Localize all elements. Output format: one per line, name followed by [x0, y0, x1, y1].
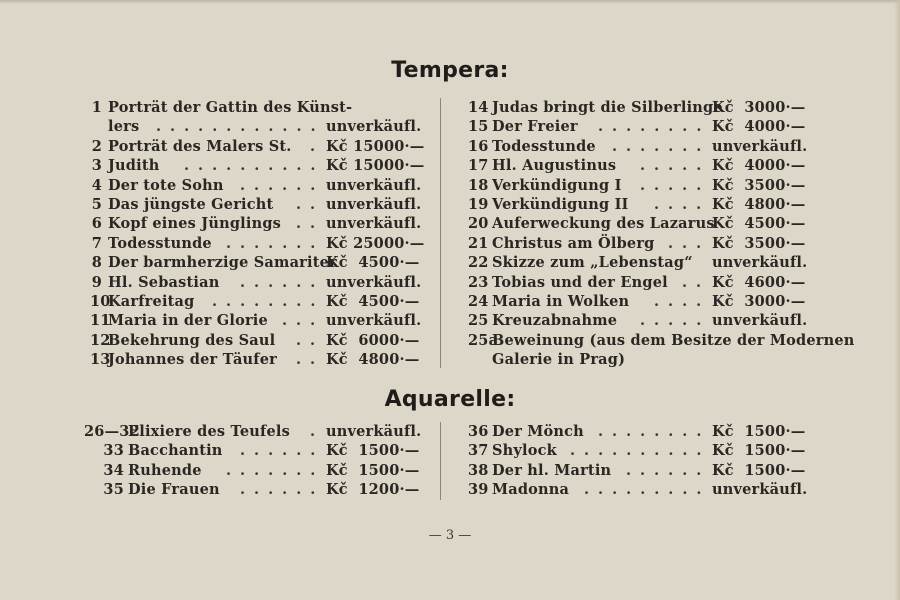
entry-price: Kč 4600·— — [712, 273, 806, 291]
entry-number: 34 — [103, 461, 124, 479]
dot-leaders: .. — [296, 351, 325, 369]
entry-price: Kč 1500·— — [326, 461, 420, 479]
entry-number: 10 — [90, 292, 111, 310]
entry-number: 39 — [468, 481, 489, 499]
entry-price: unverkäufl. — [712, 481, 808, 499]
catalog-entry — [468, 254, 808, 273]
entry-title: Christus am Ölberg — [492, 234, 655, 252]
entry-title: Verkündigung II — [492, 195, 629, 213]
entry-title: Todesstunde — [492, 137, 596, 155]
catalog-entry — [468, 118, 808, 137]
entry-price: Kč 3500·— — [712, 234, 806, 252]
dot-leaders: ..... — [640, 176, 711, 194]
entry-price: Kč 1500·— — [712, 442, 806, 460]
dot-leaders: ...... — [626, 461, 711, 479]
catalog-entry — [90, 235, 430, 254]
catalog-entry — [468, 138, 808, 157]
entry-price: Kč 4500·— — [326, 254, 420, 272]
entry-title: Karfreitag — [108, 292, 195, 310]
entry-title: Der Mönch — [492, 423, 584, 440]
column-divider — [440, 98, 441, 368]
dot-leaders: ............ — [156, 118, 325, 136]
dot-leaders: ... — [668, 234, 711, 252]
entry-number: 5 — [91, 195, 102, 213]
entry-price: Kč 4500·— — [712, 215, 806, 233]
entry-number: 9 — [91, 273, 102, 291]
entry-title: Elixiere des Teufels — [128, 423, 290, 440]
entry-price: Kč 1500·— — [712, 423, 806, 440]
dot-leaders: ....... — [226, 461, 325, 479]
entry-number: 19 — [468, 195, 489, 213]
entry-price: Kč 1500·— — [712, 461, 806, 479]
dot-leaders: ........ — [598, 423, 711, 440]
entry-title: Porträt des Malers St. — [108, 137, 292, 155]
catalog-entry — [90, 118, 430, 137]
entry-title: lers — [108, 118, 140, 136]
catalog-entry — [90, 177, 430, 196]
entry-title: Der tote Sohn — [108, 176, 224, 194]
entry-number: 24 — [468, 292, 489, 310]
tempera-right-column — [468, 99, 855, 370]
entry-title: Galerie in Prag) — [492, 351, 626, 369]
entry-price: Kč 4000·— — [712, 118, 806, 136]
entry-number: 4 — [91, 176, 102, 194]
entry-price: unverkäufl. — [326, 312, 422, 330]
entry-number: 38 — [468, 461, 489, 479]
dot-leaders: . — [310, 137, 325, 155]
entry-title: Tobias und der Engel — [492, 273, 668, 291]
dot-leaders: ...... — [240, 273, 325, 291]
dot-leaders: ..... — [640, 312, 711, 330]
entry-price: Kč 6000·— — [326, 331, 420, 349]
dot-leaders: ........ — [598, 118, 711, 136]
dot-leaders: ....... — [226, 234, 325, 252]
page-number: — 3 — — [428, 528, 472, 543]
catalog-entry — [468, 423, 808, 442]
entry-number: 16 — [468, 137, 489, 155]
dot-leaders: .......... — [570, 442, 711, 460]
catalog-entry — [468, 442, 808, 461]
entry-number: 18 — [468, 176, 489, 194]
catalog-entry — [468, 331, 855, 351]
entry-title: Bacchantin — [128, 442, 223, 460]
entry-price: Kč 4800·— — [712, 195, 806, 213]
entry-number: 36 — [468, 423, 489, 440]
dot-leaders: ...... — [240, 481, 325, 499]
entry-price: Kč 4000·— — [712, 157, 806, 175]
entry-number: 12 — [90, 331, 111, 349]
catalog-entry — [90, 254, 430, 273]
entry-number: 22 — [468, 254, 489, 272]
catalog-entry — [90, 293, 430, 312]
entry-title: Maria in der Glorie — [108, 312, 268, 330]
entry-price: unverkäufl. — [712, 254, 808, 272]
dot-leaders: .. — [296, 331, 325, 349]
section-heading-aquarelle: Aquarelle: — [384, 387, 516, 412]
entry-title: Porträt der Gattin des Künst- — [108, 99, 353, 116]
entry-number: 8 — [91, 254, 102, 272]
entry-number: 20 — [468, 215, 489, 233]
entry-number: 1 — [91, 99, 102, 116]
entry-price: Kč 3000·— — [712, 99, 806, 116]
catalog-entry — [84, 423, 430, 442]
entry-title: Hl. Augustinus — [492, 157, 617, 175]
entry-title: Die Frauen — [128, 481, 220, 499]
catalog-entry — [90, 332, 430, 351]
entry-number: 15 — [468, 118, 489, 136]
dot-leaders: .. — [296, 215, 325, 233]
catalog-entry — [90, 351, 430, 370]
catalog-entry — [90, 99, 430, 118]
entry-title: Bekehrung des Saul — [108, 331, 276, 349]
dot-leaders: ........ — [212, 292, 325, 310]
dot-leaders: .. — [296, 195, 325, 213]
entry-price: unverkäufl. — [326, 195, 422, 213]
entry-number: 11 — [90, 312, 111, 330]
catalog-entry — [468, 177, 808, 196]
entry-price: Kč 3000·— — [712, 292, 806, 310]
entry-title: Beweinung (aus dem Besitze der Modernen — [492, 331, 855, 349]
catalog-entry — [84, 462, 430, 481]
entry-title: Verkündigung I — [492, 176, 622, 194]
aquarelle-right-column — [468, 423, 808, 501]
catalog-entry — [90, 157, 430, 176]
entry-number: 14 — [468, 99, 489, 116]
entry-number: 37 — [468, 442, 489, 460]
entry-title: Johannes der Täufer — [108, 351, 277, 369]
entry-number: 26—32 — [84, 423, 140, 440]
catalog-entry — [468, 351, 808, 370]
section-heading-tempera: Tempera: — [391, 58, 509, 83]
dot-leaders: .......... — [184, 157, 325, 175]
entry-number: 33 — [103, 442, 124, 460]
entry-title: Der hl. Martin — [492, 461, 612, 479]
catalog-entry — [90, 274, 430, 293]
dot-leaders: ..... — [640, 157, 711, 175]
entry-number: 35 — [103, 481, 124, 499]
entry-number: 13 — [90, 351, 111, 369]
entry-title: Judith — [108, 157, 160, 175]
catalog-entry — [90, 138, 430, 157]
entry-number: 3 — [91, 157, 102, 175]
entry-title: Skizze zum „Lebenstag“ — [492, 254, 693, 272]
catalog-entry — [468, 481, 808, 500]
entry-price: Kč 25000·— — [326, 234, 425, 252]
dot-leaders: .... — [654, 292, 711, 310]
dot-leaders: . — [310, 423, 325, 440]
dot-leaders: .. — [682, 273, 711, 291]
page-top-edge — [0, 0, 900, 4]
catalog-entry — [90, 312, 430, 331]
entry-price: unverkäufl. — [326, 215, 422, 233]
catalog-entry — [468, 215, 808, 234]
catalog-entry — [90, 196, 430, 215]
catalog-entry — [84, 442, 430, 461]
dot-leaders: ......... — [584, 481, 711, 499]
dot-leaders: ...... — [240, 442, 325, 460]
entry-title: Der Freier — [492, 118, 578, 136]
entry-number: 25 — [468, 312, 489, 330]
entry-title: Todesstunde — [108, 234, 212, 252]
entry-number: 23 — [468, 273, 489, 291]
entry-price: Kč 4800·— — [326, 351, 420, 369]
entry-title: Kopf eines Jünglings — [108, 215, 282, 233]
tempera-left-column — [90, 99, 430, 370]
entry-price: unverkäufl. — [326, 423, 422, 440]
entry-price: unverkäufl. — [712, 137, 808, 155]
catalog-entry — [468, 462, 808, 481]
entry-price: Kč 15000·— — [326, 157, 425, 175]
entry-price: Kč 15000·— — [326, 137, 425, 155]
entry-title: Das jüngste Gericht — [108, 195, 274, 213]
entry-number: 21 — [468, 234, 489, 252]
entry-title: Kreuzabnahme — [492, 312, 618, 330]
entry-price: Kč 1500·— — [326, 442, 420, 460]
catalog-entry — [468, 274, 808, 293]
entry-title: Shylock — [492, 442, 557, 460]
dot-leaders: ...... — [240, 176, 325, 194]
entry-number: 6 — [91, 215, 102, 233]
entry-title: Auferweckung des Lazarus — [492, 215, 715, 233]
catalog-entry — [468, 235, 808, 254]
entry-title: Judas bringt die Silberlinge — [492, 99, 723, 116]
entry-price: Kč 4500·— — [326, 292, 420, 310]
catalog-entry — [468, 312, 808, 331]
entry-title: Hl. Sebastian — [108, 273, 220, 291]
catalog-entry — [468, 293, 808, 312]
aquarelle-left-column — [84, 423, 430, 501]
entry-price: unverkäufl. — [326, 118, 422, 136]
entry-title: Maria in Wolken — [492, 292, 630, 310]
catalog-entry — [84, 481, 430, 500]
entry-price: Kč 1200·— — [326, 481, 420, 499]
entry-number: 2 — [91, 137, 102, 155]
entry-number: 25a — [468, 331, 499, 349]
dot-leaders: ... — [282, 312, 325, 330]
entry-number: 17 — [468, 157, 489, 175]
catalog-entry — [468, 99, 808, 118]
entry-title: Ruhende — [128, 461, 202, 479]
entry-price: unverkäufl. — [712, 312, 808, 330]
dot-leaders: .... — [654, 195, 711, 213]
page-right-edge — [894, 0, 900, 600]
entry-price: unverkäufl. — [326, 176, 422, 194]
entry-title: Madonna — [492, 481, 570, 499]
entry-price: unverkäufl. — [326, 273, 422, 291]
dot-leaders: ....... — [612, 137, 711, 155]
catalog-entry — [468, 157, 808, 176]
catalog-entry — [90, 215, 430, 234]
catalog-entry — [468, 196, 808, 215]
entry-title: Der barmherzige Samariter — [108, 254, 337, 272]
entry-number: 7 — [91, 234, 102, 252]
entry-price: Kč 3500·— — [712, 176, 806, 194]
column-divider — [440, 422, 441, 500]
